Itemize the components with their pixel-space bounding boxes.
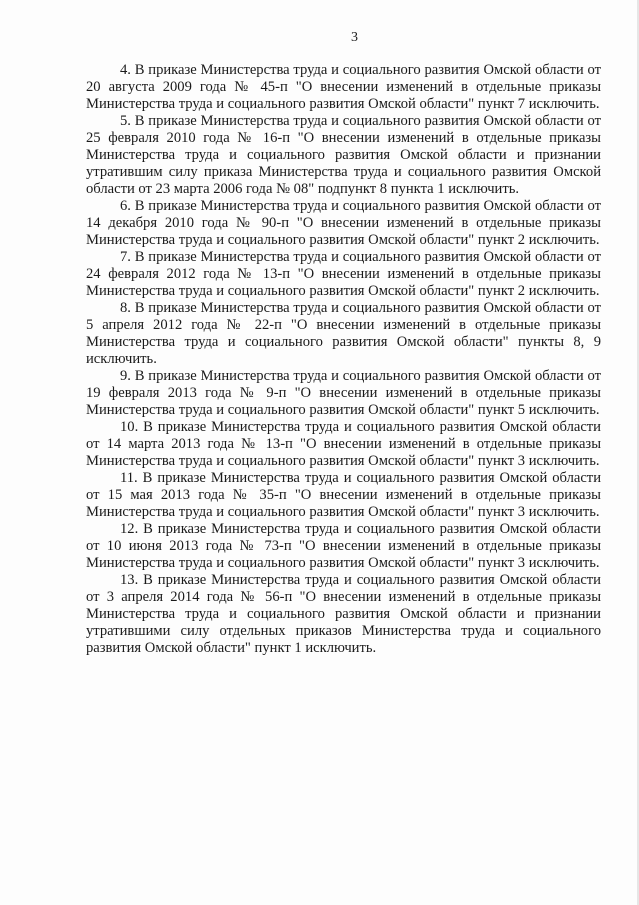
paragraph-item-7: 7. В приказе Министерства труда и социального развития Омской области от 24 февраля 2012 года № 13-п "О внесении изменений в отдельные приказы Министерства труда и социального развития Омской области" пункт 2 исключить. — [86, 249, 601, 299]
paragraph-item-10: 10. В приказе Министерства труда и социального развития Омской области от 14 марта 2013 года № 13-п "О внесении изменений в отдельные приказы Министерства труда и социального развития Омской области" пункт 3 исключить. — [86, 419, 601, 469]
paragraph-item-13: 13. В приказе Министерства труда и социального развития Омской области от 3 апреля 2014 года № 56-п "О внесении изменений в отдельные приказы Министерства труда и социального развития Омской области и признании утратившими силу отдельных приказов Министерства труда и социального развития Омской области" пункт 1 исключить. — [86, 572, 601, 656]
paragraph-item-4: 4. В приказе Министерства труда и социального развития Омской области от 20 августа 2009 года № 45-п "О внесении изменений в отдельные приказы Министерства труда и социального развития Омской области" пункт 7 исключить. — [86, 62, 601, 112]
document-body — [86, 62, 601, 657]
page-number: 3 — [351, 30, 358, 45]
paragraph-item-11: 11. В приказе Министерства труда и социального развития Омской области от 15 мая 2013 года № 35-п "О внесении изменений в отдельные приказы Министерства труда и социального развития Омской области" пункт 3 исключить. — [86, 470, 601, 520]
paragraph-item-5: 5. В приказе Министерства труда и социального развития Омской области от 25 февраля 2010 года № 16-п "О внесении изменений в отдельные приказы Министерства труда и социального развития Омской области и признании утратившим силу приказа Министерства труда и социального развития Омской области от 23 марта 2006 года № 08" подпункт 8 пункта 1 исключить. — [86, 113, 601, 197]
paragraph-item-9: 9. В приказе Министерства труда и социального развития Омской области от 19 февраля 2013 года № 9-п "О внесении изменений в отдельные приказы Министерства труда и социального развития Омской области" пункт 5 исключить. — [86, 368, 601, 418]
paragraph-item-12: 12. В приказе Министерства труда и социального развития Омской области от 10 июня 2013 года № 73-п "О внесении изменений в отдельные приказы Министерства труда и социального развития Омской области" пункт 3 исключить. — [86, 521, 601, 571]
paragraph-item-6: 6. В приказе Министерства труда и социального развития Омской области от 14 декабря 2010 года № 90-п "О внесении изменений в отдельные приказы Министерства труда и социального развития Омской области" пункт 2 исключить. — [86, 198, 601, 248]
paragraph-item-8: 8. В приказе Министерства труда и социального развития Омской области от 5 апреля 2012 года № 22-п "О внесении изменений в отдельные приказы Министерства труда и социального развития Омской области" пункты 8, 9 исключить. — [86, 300, 601, 367]
